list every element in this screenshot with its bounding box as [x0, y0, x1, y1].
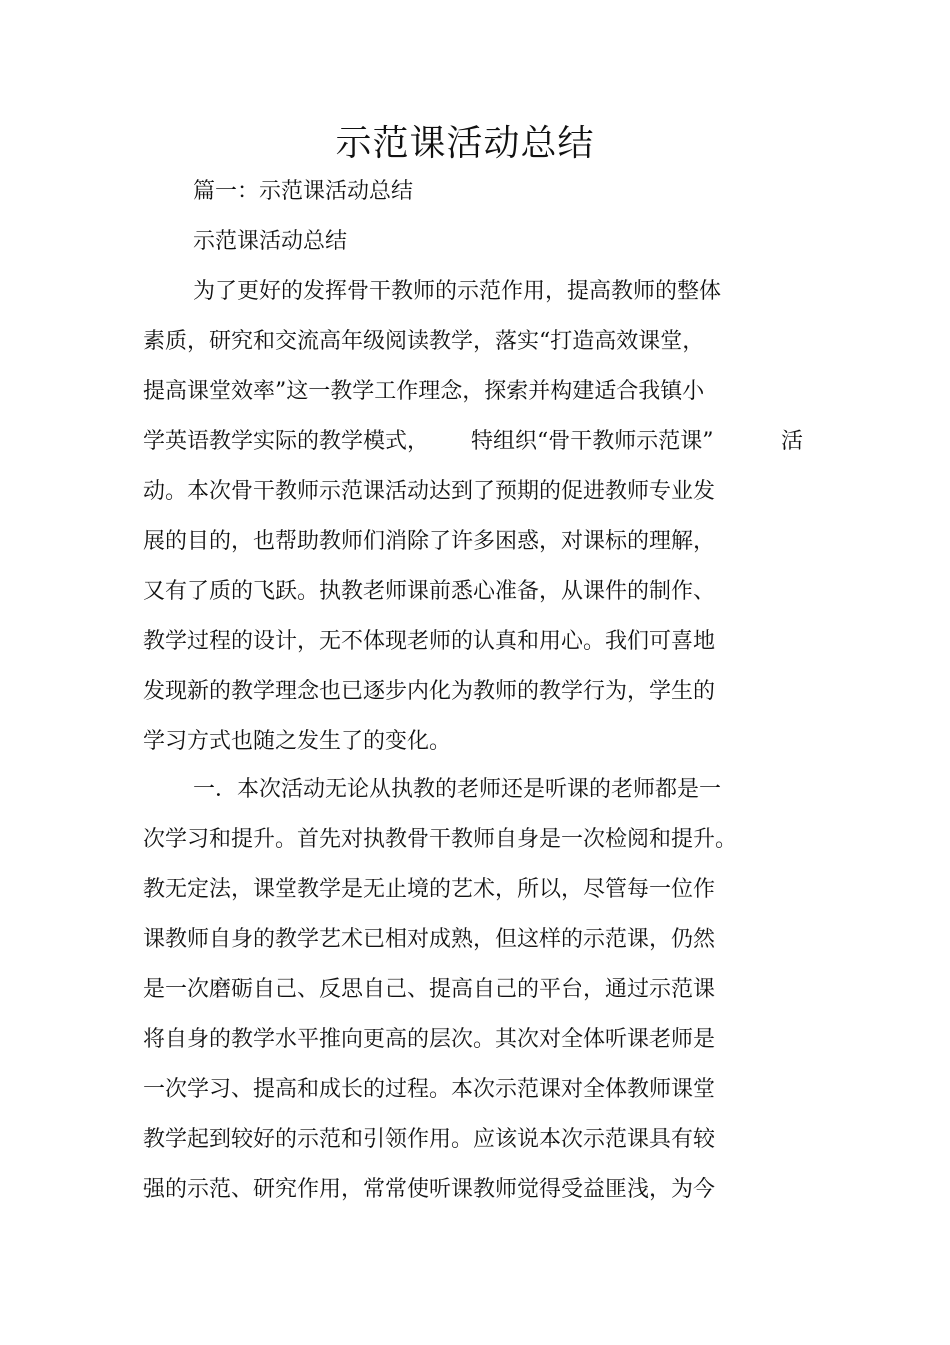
paragraph-line: 强的示范、研究作用，常常使听课教师觉得受益匪浅，为今 [143, 1177, 716, 1202]
paragraph-line: 课教师自身的教学艺术已相对成熟，但这样的示范课，仍然 [143, 927, 716, 952]
paragraph-line: 学习方式也随之发生了的变化。 [143, 729, 452, 754]
paragraph-line: 展的目的，也帮助教师们消除了许多困惑，对课标的理解， [143, 529, 716, 554]
paragraph-line-fragment: 活 [781, 429, 804, 454]
paragraph-line-fragment: 特组织“骨干教师示范课” [471, 429, 714, 454]
paragraph-line: 教无定法，课堂教学是无止境的艺术，所以，尽管每一位作 [143, 877, 716, 902]
paragraph-line: 次学习和提升。首先对执教骨干教师自身是一次检阅和提升。 [143, 827, 738, 852]
paragraph-line: 学英语教学实际的教学模式， [143, 429, 430, 454]
paragraph-line: 动。本次骨干教师示范课活动达到了预期的促进教师专业发 [143, 479, 716, 504]
paragraph-line: 又有了质的飞跃。执教老师课前悉心准备，从课件的制作、 [143, 579, 716, 604]
paragraph-line: 发现新的教学理念也已逐步内化为教师的教学行为，学生的 [143, 679, 716, 704]
paragraph-line: 素质，研究和交流高年级阅读教学，落实“打造高效课堂， [143, 329, 705, 354]
paragraph-line: 教学过程的设计，无不体现老师的认真和用心。我们可喜地 [143, 629, 716, 654]
paragraph-line: 为了更好的发挥骨干教师的示范作用，提高教师的整体 [193, 279, 722, 304]
paragraph-line: 一次学习、提高和成长的过程。本次示范课对全体教师课堂 [143, 1077, 716, 1102]
subtitle: 篇一：示范课活动总结 [193, 179, 414, 204]
paragraph-line: 是一次磨砺自己、反思自己、提高自己的平台，通过示范课 [143, 977, 716, 1002]
paragraph-line: 提高课堂效率”这一教学工作理念，探索并构建适合我镇小 [143, 379, 705, 404]
document-title: 示范课活动总结 [335, 123, 595, 164]
paragraph-line: 一．本次活动无论从执教的老师还是听课的老师都是一 [193, 777, 722, 802]
section-heading: 示范课活动总结 [193, 229, 348, 254]
paragraph-line: 将自身的教学水平推向更高的层次。其次对全体听课老师是 [143, 1027, 716, 1052]
paragraph-line: 教学起到较好的示范和引领作用。应该说本次示范课具有较 [143, 1127, 716, 1152]
